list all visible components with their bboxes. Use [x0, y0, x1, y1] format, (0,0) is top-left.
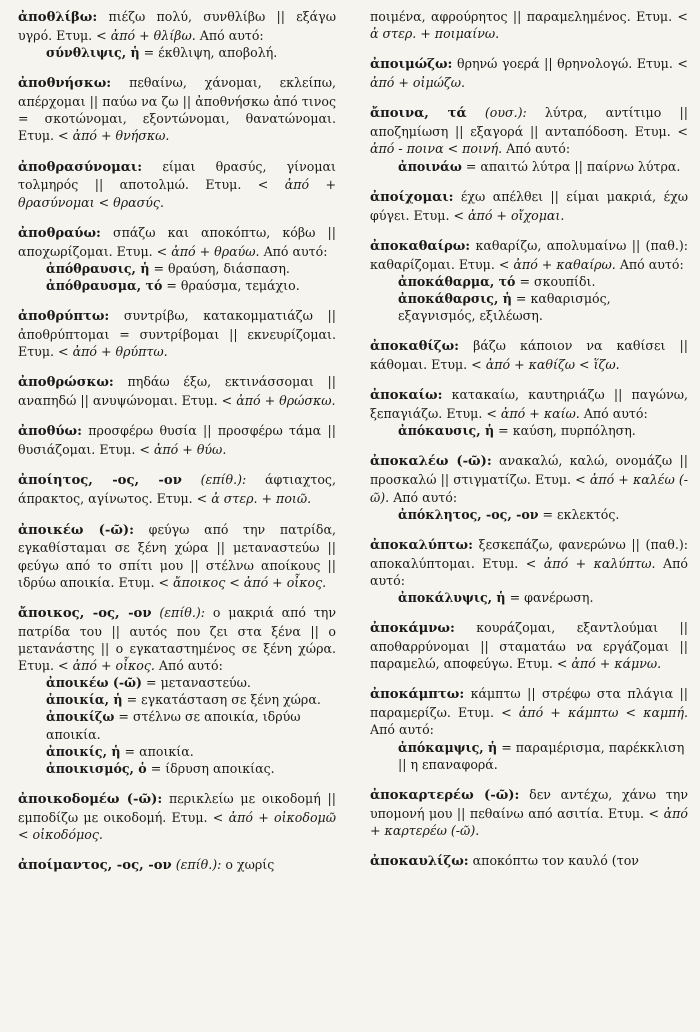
- grammar-tag: (ουσ.):: [466, 105, 527, 121]
- entry-body: [18, 74, 336, 144]
- entry-body: [370, 188, 688, 224]
- etymology: ἀπό + καίω.: [500, 406, 580, 422]
- entry-body: [370, 685, 688, 738]
- definition: ο μακριά από την πατρίδα του || αυτός που ζει στα ξένα || ο μετανάστης || ο εγκαταστημένος σε ξένη χώρα. Ετυμ. <: [18, 604, 336, 674]
- definition: ξεσκεπάζω, φανερώνω || (παθ.): αποκαλύπτομαι. Ετυμ. <: [370, 536, 688, 571]
- dictionary-entry: [370, 188, 688, 224]
- headword: ἀποκαυλίζω:: [370, 853, 469, 869]
- derivatives-intro: Από αυτό:: [579, 406, 648, 422]
- derivative-word: ἀποικισμός, ὁ: [46, 760, 147, 776]
- entry-body: [18, 373, 336, 409]
- entry-body: [370, 237, 688, 273]
- definition: άφτιαχτος, άπρακτος, αγίνωτος. Ετυμ. <: [18, 472, 336, 507]
- headword: ἀποκαλέω (-ῶ):: [370, 454, 492, 470]
- headword: ἀποθρασύνομαι:: [18, 159, 143, 175]
- derivative-word: ἀποικίς, ἡ: [46, 743, 121, 759]
- dictionary-entry: [18, 74, 336, 144]
- derivative: [370, 422, 688, 439]
- dictionary-entry: [370, 55, 688, 91]
- dictionary-entry: [18, 224, 336, 294]
- dictionary-entry: [18, 422, 336, 458]
- continuation-text: ποιμένα, αφρούρητος || παραμελημένος. Ετυμ. <: [370, 9, 688, 24]
- derivative-meaning: = παραμέρισμα, παρέκκλιση || η επαναφορά.: [398, 739, 685, 772]
- entry-body: [18, 422, 336, 458]
- headword: ἀποκάμνω:: [370, 621, 455, 637]
- derivative: [18, 691, 336, 708]
- definition: βάζω κάποιον να καθίσει || κάθομαι. Ετυμ. <: [370, 338, 688, 373]
- dictionary-entry: [18, 521, 336, 591]
- definition: προσφέρω θυσία || προσφέρω τάμα || θυσιάζομαι. Ετυμ. <: [18, 423, 336, 458]
- definition: πηδάω έξω, εκτινάσσομαι || αναπηδώ || ανυψώνομαι. Ετυμ. <: [18, 374, 336, 409]
- headword: ἀποκαθίζω:: [370, 339, 460, 355]
- headword: ἀποθρώσκω:: [18, 375, 114, 391]
- headword: ἀποιμώζω:: [370, 57, 453, 73]
- dictionary-entry: [18, 856, 336, 875]
- derivative: [370, 506, 688, 523]
- derivative-word: ἀποικέω (-ῶ): [46, 675, 143, 691]
- etymology: ἀπό + οἰμώζω.: [370, 75, 465, 91]
- entry-body: [18, 604, 336, 674]
- definition: ο χωρίς: [225, 857, 275, 873]
- headword: ἀποίμαντος, -ος, -ον: [18, 858, 172, 874]
- derivatives-intro: Από αυτό:: [615, 256, 684, 272]
- derivative-word: ἀπόκαμψις, ἡ: [398, 739, 498, 755]
- etymology: ἀπό + καθαίρω.: [513, 256, 616, 272]
- dictionary-entry: [370, 337, 688, 373]
- definition: κουράζομαι, εξαντλούμαι || αποθαρρύνομαι || σταματάω να εργάζομαι || παραμελώ, αποφεύγω. Ετυμ. <: [370, 620, 688, 672]
- derivative-meaning: = έκθλιψη, αποβολή.: [139, 45, 278, 61]
- derivative-meaning: = ίδρυση αποικίας.: [146, 760, 275, 776]
- derivatives-intro: Από αυτό:: [154, 658, 223, 674]
- definition: σπάζω και αποκόπτω, κόβω || αποχωρίζομαι. Ετυμ. <: [18, 224, 336, 259]
- headword: ἀποθλίβω:: [18, 10, 98, 25]
- etymology: ἀπό + θύω.: [153, 442, 227, 458]
- headword: ἀποικέω (-ῶ):: [18, 522, 135, 538]
- derivative-meaning: = θραύση, διάσπαση.: [149, 260, 290, 276]
- etymology: ἀπό - ποινα < ποινή.: [370, 141, 503, 157]
- etymology: ἀπό + θρώσκω.: [236, 393, 336, 409]
- derivatives-intro: Από αυτό:: [502, 141, 571, 157]
- derivatives-intro: Από αυτό:: [370, 722, 434, 738]
- entry-body: [370, 536, 688, 589]
- headword: ἀποθραύω:: [18, 225, 101, 241]
- definition: πιέζω πολύ, συνθλίβω || εξάγω υγρό. Ετυμ. <: [18, 9, 336, 43]
- headword: ἀποθνήσκω:: [18, 76, 112, 92]
- dictionary-entry: [370, 452, 688, 522]
- etymology: ἀπό + οἴχομαι.: [468, 207, 565, 223]
- derivative-word: ἀπόκλητος, -ος, -ον: [398, 506, 539, 522]
- entry-body: [370, 104, 688, 157]
- definition: λύτρα, αντίτιμο || αποζημίωση || εξαγορά || ανταπόδοση. Ετυμ. <: [370, 105, 688, 140]
- etymology: ἀπό + οἰκοδομῶ < οἰκοδόμος.: [18, 809, 336, 842]
- etymology: ἀπό + καλέω (-ῶ).: [370, 472, 688, 505]
- entry-body: [18, 224, 336, 260]
- etymology: ἀπό + θλίβω.: [110, 27, 196, 43]
- entry-body: [18, 8, 336, 44]
- headword: ἀποίχομαι:: [370, 189, 454, 205]
- definition: κατακαίω, καυτηριάζω || παγώνω, ξεπαγιάζω. Ετυμ. <: [370, 387, 688, 422]
- dictionary-entry: [370, 237, 688, 324]
- headword: ἀποκάμπτω:: [370, 687, 465, 703]
- definition: καθαρίζω, απολυμαίνω || (παθ.): καθαρίζομαι. Ετυμ. <: [370, 237, 688, 272]
- dictionary-entry: [370, 536, 688, 606]
- derivative-word: ἀποκάθαρμα, τό: [398, 273, 516, 289]
- derivative-meaning: = φανέρωση.: [505, 590, 594, 605]
- entry-body: [18, 521, 336, 591]
- derivatives-intro: Από αυτό:: [370, 555, 688, 588]
- entry-body: [18, 471, 336, 507]
- headword: ἀποθύω:: [18, 424, 82, 440]
- entry-body: [18, 158, 336, 211]
- etymology: ἀπό + κάμνω.: [571, 656, 662, 672]
- dictionary-entry: [370, 619, 688, 672]
- derivative-word: σύνθλιψις, ἡ: [46, 45, 140, 61]
- dictionary-entry: [18, 307, 336, 360]
- derivative: [370, 273, 688, 290]
- definition: δεν αντέχω, χάνω την υπομονή μου || πεθαίνω από ασιτία. Ετυμ. <: [370, 786, 688, 821]
- entry-body: [370, 852, 688, 871]
- continuation-entry: [370, 8, 688, 42]
- derivative-word: ἀπόκαυσις, ἡ: [398, 423, 495, 439]
- definition: αποκόπτω τον καυλό (τον: [472, 852, 639, 868]
- left-column: [18, 8, 336, 1032]
- derivative: [18, 708, 336, 742]
- entry-body: [370, 619, 688, 672]
- continuation-etymology: ἀ στερ. + ποιμαίνω.: [370, 26, 500, 42]
- headword: ἄποικος, -ος, -ον: [18, 605, 152, 621]
- entry-body: [370, 55, 688, 91]
- definition: περικλείω με οικοδομή || εμποδίζω με οικοδομή. Ετυμ. <: [18, 790, 336, 825]
- derivative-meaning: = απαιτώ λύτρα || παίρνω λύτρα.: [461, 158, 681, 174]
- dictionary-entry: [18, 471, 336, 507]
- headword: ἀποκαθαίρω:: [370, 238, 471, 254]
- definition: θρηνώ γοερά || θρηνολογώ. Ετυμ. <: [457, 56, 688, 72]
- definition: φεύγω από την πατρίδα, εγκαθίσταμαι σε ξένη χώρα || μεταναστεύω || φεύγω από το σπίτι μου || στέλνω αποίκους || ιδρύω αποικία. Ετυμ. <: [18, 521, 336, 590]
- dictionary-entry: [370, 852, 688, 871]
- etymology: ἀπό + οἶκος.: [72, 658, 155, 674]
- derivative: [370, 739, 688, 773]
- headword: ἀποθρύπτω:: [18, 309, 110, 325]
- derivative-word: ἀπόθραυσις, ἡ: [46, 260, 150, 276]
- dictionary-entry: [18, 790, 336, 843]
- etymology: ἀπό + καλύπτω.: [543, 555, 656, 571]
- right-column: [370, 8, 688, 1032]
- derivative: [370, 589, 688, 606]
- derivative-meaning: = στέλνω σε αποικία, ιδρύω αποικία.: [46, 709, 301, 742]
- derivative-meaning: = θραύσμα, τεμάχιο.: [162, 277, 300, 293]
- derivative-word: ἀπόθραυσμα, τό: [46, 277, 163, 293]
- derivative: [370, 290, 688, 324]
- entry-body: [18, 790, 336, 843]
- dictionary-entry: [370, 685, 688, 772]
- definition: ανακαλώ, καλώ, ονομάζω || προσκαλώ || στιγματίζω. Ετυμ. <: [370, 453, 688, 488]
- dictionary-entry: [370, 786, 688, 839]
- entry-body: [370, 337, 688, 373]
- headword: ἀποκαλύπτω:: [370, 537, 473, 553]
- etymology: ἄποικος < ἀπό + οἶκος.: [173, 574, 327, 590]
- derivative: [18, 743, 336, 760]
- etymology: ἀπό + κάμπτω < καμπή.: [518, 705, 688, 721]
- derivative: [18, 44, 336, 61]
- derivative-meaning: = μεταναστεύω.: [142, 675, 251, 691]
- headword: ἀποίητος, -ος, -ον: [18, 473, 182, 489]
- entry-body: [370, 386, 688, 422]
- derivative-meaning: = καύση, πυρπόληση.: [494, 423, 636, 439]
- headword: ἀποικοδομέω (-ῶ):: [18, 791, 163, 807]
- entry-body: [370, 452, 688, 505]
- dictionary-entry: [18, 8, 336, 61]
- derivatives-intro: Από αυτό:: [389, 489, 458, 505]
- etymology: ἀπό + καρτερέω (-ῶ).: [370, 805, 688, 838]
- entry-body: [18, 856, 336, 875]
- etymology: ἀπό + θραύω.: [171, 243, 260, 259]
- definition: κάμπτω || στρέφω στα πλάγια || παραμερίζω. Ετυμ. <: [370, 686, 688, 721]
- headword: ἄποινα, τά: [370, 106, 467, 122]
- derivatives-intro: Από αυτό:: [259, 243, 328, 259]
- derivative-meaning: = εγκατάσταση σε ξένη χώρα.: [122, 692, 321, 708]
- derivative-meaning: = καθαρισμός, εξαγνισμός, εξιλέωση.: [398, 290, 611, 324]
- derivative: [18, 277, 336, 294]
- etymology: ἀπό + θρύπτω.: [72, 344, 168, 360]
- definition: συντρίβω, κατακομματιάζω || ἀποθρύπτομαι = συντρίβομαι || εκνευρίζομαι. Ετυμ. <: [18, 308, 336, 360]
- etymology: ἀ στερ. + ποιῶ.: [211, 491, 312, 507]
- derivative-word: ἀποκάλυψις, ἡ: [398, 590, 506, 605]
- derivative-word: ἀποικίζω: [46, 709, 115, 725]
- derivatives-intro: Από αυτό:: [195, 27, 264, 43]
- headword: ἀποκαρτερέω (-ῶ):: [370, 787, 520, 803]
- derivative: [18, 260, 336, 277]
- etymology: ἀπό + θνήσκω.: [72, 128, 170, 144]
- derivative: [18, 760, 336, 777]
- grammar-tag: (επίθ.):: [181, 472, 247, 488]
- dictionary-entry: [18, 158, 336, 211]
- derivative-word: ἀποκάθαρσις, ἡ: [398, 290, 512, 306]
- dictionary-entry: [370, 104, 688, 174]
- derivative-meaning: = εκλεκτός.: [538, 506, 620, 522]
- derivative: [370, 158, 688, 175]
- dictionary-entry: [18, 604, 336, 777]
- derivative: [18, 674, 336, 691]
- dictionary-entry: [18, 373, 336, 409]
- definition: έχω απέλθει || είμαι μακριά, έχω φύγει. Ετυμ. <: [370, 188, 688, 223]
- entry-body: [370, 786, 688, 839]
- derivative-word: ἀποινάω: [398, 158, 462, 174]
- etymology: ἀπό + θρασύνομαι < θρασύς.: [18, 177, 336, 210]
- grammar-tag: (επίθ.):: [151, 604, 205, 620]
- derivative-meaning: = αποικία.: [120, 743, 194, 759]
- definition: είμαι θρασύς, γίνομαι τολμηρός || αποτολμώ. Ετυμ. <: [18, 158, 336, 193]
- headword: ἀποκαίω:: [370, 388, 443, 404]
- entry-body: [18, 307, 336, 360]
- definition: πεθαίνω, χάνομαι, εκλείπω, απέρχομαι || παύω να ζω || ἀποθνήσκω ἀπό τινος = σκοτώνομαι, εξοντώνομαι, θανατώνομαι. Ετυμ. <: [18, 75, 336, 144]
- grammar-tag: (επίθ.):: [171, 857, 222, 873]
- dictionary-entry: [370, 386, 688, 439]
- etymology: ἀπό + καθίζω < ἵζω.: [485, 357, 620, 373]
- derivative-meaning: = σκουπίδι.: [515, 273, 596, 289]
- derivative-word: ἀποικία, ἡ: [46, 692, 123, 708]
